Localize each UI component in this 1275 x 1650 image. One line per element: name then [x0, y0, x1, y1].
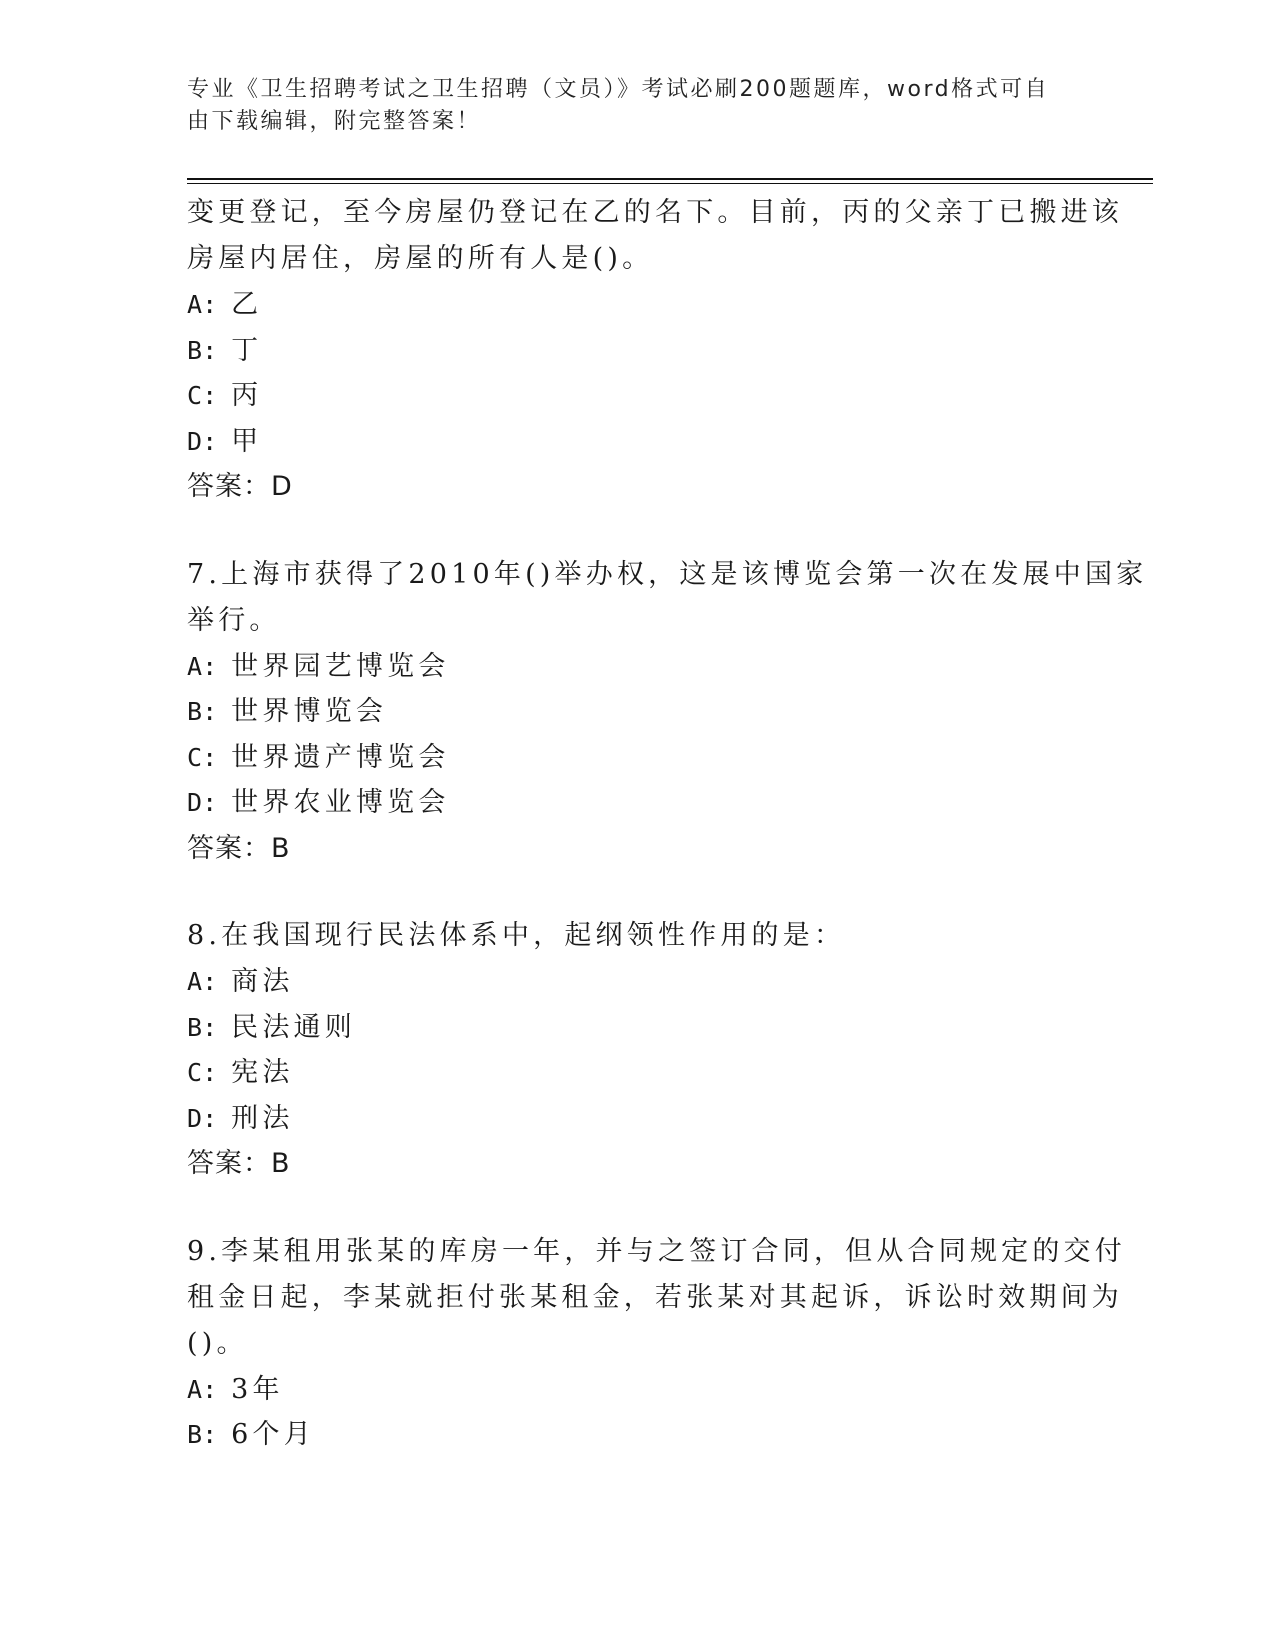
option-text: 3年: [231, 1373, 284, 1405]
question-text-line: 房屋内居住，房屋的所有人是()。: [187, 243, 654, 274]
option-separator: :: [202, 290, 218, 319]
option-separator: :: [202, 381, 218, 410]
answer-line: 答案：B: [187, 1148, 291, 1179]
document-header: [187, 74, 1087, 138]
answer-line: 答案：D: [187, 471, 293, 502]
option-label: C: [187, 742, 203, 772]
question-text-line: 举行。: [187, 604, 281, 636]
option-separator: :: [202, 1420, 218, 1449]
option-text: 世界园艺博览会: [231, 650, 450, 682]
header-rule-thin: [187, 183, 1153, 184]
question-text-line: 9.李某租用张某的库房一年，并与之签订合同，但从合同规定的交付: [187, 1235, 1126, 1267]
option-text: 商法: [231, 966, 294, 997]
option-label: A: [187, 651, 203, 681]
option-a: [187, 644, 1087, 690]
option-label: A: [187, 1374, 203, 1404]
header-rule-thick: [187, 178, 1153, 180]
option-text: 丁: [231, 334, 263, 366]
option-c: [187, 1050, 1087, 1096]
header-line-1: 专业《卫生招聘考试之卫生招聘（文员）》考试必刷200题题库，word格式可自: [187, 77, 1050, 102]
option-b: [187, 1005, 1087, 1051]
question-block: [187, 1229, 1126, 1458]
option-separator: :: [202, 742, 218, 772]
option-label: C: [187, 381, 203, 410]
question-text-line: 7.上海市获得了2010年()举办权，这是该博览会第一次在发展中国家: [187, 558, 1148, 590]
option-separator: :: [202, 335, 218, 365]
option-label: B: [187, 1012, 203, 1042]
option-separator: :: [202, 967, 218, 996]
question-text-line: 8.在我国现行民法体系中，起纲领性作用的是：: [187, 920, 846, 951]
question-block: [187, 552, 1148, 872]
option-text: 宪法: [231, 1057, 294, 1088]
option-text: 乙: [231, 289, 263, 320]
option-b: [187, 689, 1087, 735]
option-label: A: [187, 290, 203, 319]
option-separator: :: [202, 651, 218, 681]
option-d: [187, 780, 1087, 826]
question-text-line: ()。: [187, 1327, 248, 1359]
option-text: 丙: [231, 380, 263, 411]
question-block: [187, 913, 1087, 1187]
option-d: [187, 1096, 1087, 1142]
answer-line: 答案：B: [187, 832, 291, 864]
question-text-line: 租金日起，李某就拒付张某租金，若张某对其起诉，诉讼时效期间为: [187, 1281, 1123, 1313]
option-label: D: [187, 788, 203, 817]
option-text: 世界遗产博览会: [231, 741, 450, 773]
option-a: [187, 1367, 1087, 1413]
option-text: 甲: [231, 425, 263, 457]
option-separator: :: [202, 1103, 218, 1133]
option-text: 刑法: [231, 1102, 294, 1134]
option-c: [187, 373, 1087, 419]
option-text: 世界农业博览会: [231, 787, 450, 818]
option-separator: :: [202, 1012, 218, 1042]
option-text: 6个月: [231, 1419, 315, 1450]
option-b: [187, 1412, 1087, 1458]
option-a: [187, 282, 1087, 328]
question-text-line: 变更登记，至今房屋仍登记在乙的名下。目前，丙的父亲丁已搬进该: [187, 197, 1123, 228]
option-a: [187, 959, 1087, 1005]
option-d: [187, 419, 1087, 465]
option-c: [187, 735, 1087, 781]
option-text: 民法通则: [231, 1011, 356, 1043]
header-line-2: 由下载编辑，附完整答案！: [187, 109, 482, 134]
option-separator: :: [202, 788, 218, 817]
option-label: B: [187, 697, 203, 726]
option-separator: :: [202, 1374, 218, 1404]
option-label: A: [187, 967, 203, 996]
option-b: [187, 328, 1087, 374]
option-label: B: [187, 1420, 203, 1449]
question-list: [187, 190, 1148, 1458]
option-separator: :: [202, 1058, 218, 1087]
option-separator: :: [202, 697, 218, 726]
option-text: 世界博览会: [231, 696, 388, 727]
option-separator: :: [202, 426, 218, 456]
option-label: B: [187, 335, 203, 365]
option-label: C: [187, 1058, 203, 1087]
question-block: [187, 190, 1123, 510]
option-label: D: [187, 426, 203, 456]
option-label: D: [187, 1103, 203, 1133]
